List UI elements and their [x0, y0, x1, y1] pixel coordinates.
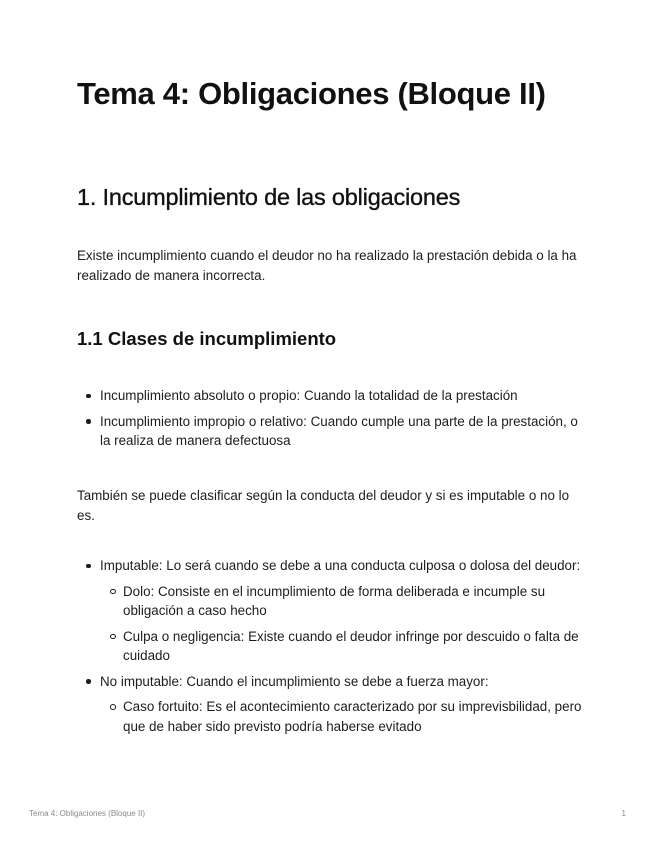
- list-item-imputable: [77, 556, 582, 666]
- footer-page-number: 1: [621, 809, 626, 818]
- footer-document-title: Tema 4: Obligaciones (Bloque II): [29, 809, 146, 818]
- document-title: Tema 4: Obligaciones (Bloque II): [77, 76, 546, 111]
- subsection-heading: 1.1 Clases de incumplimiento: [77, 328, 337, 349]
- imputable-label: Imputable: Lo será cuando se debe a una conducta culposa o dolosa del deudor:: [100, 558, 581, 573]
- section-heading: 1. Incumplimiento de las obligaciones: [77, 184, 461, 210]
- sublist-item: Caso fortuito: Es el acontecimiento caracterizado por su imprevisbilidad, pero que de haber sido previsto podría haberse evitado: [100, 697, 582, 736]
- list-item: Incumplimiento absoluto o propio: Cuando la totalidad de la prestación: [77, 386, 582, 406]
- imputability-list: [77, 556, 582, 736]
- imputable-sublist: [100, 582, 582, 666]
- sublist-item: Culpa o negligencia: Existe cuando el deudor infringe por descuido o falta de cuidado: [100, 627, 582, 666]
- incumplimiento-classes-list: [77, 386, 582, 451]
- section-intro-paragraph: Existe incumplimiento cuando el deudor no ha realizado la prestación debida o la ha realizado de manera incorrecta.: [77, 248, 577, 283]
- list-item-no-imputable: [77, 672, 582, 737]
- no-imputable-sublist: [100, 697, 582, 736]
- list-item: Incumplimiento impropio o relativo: Cuando cumple una parte de la prestación, o la realiza de manera defectuosa: [77, 412, 582, 451]
- sublist-item: Dolo: Consiste en el incumplimiento de forma deliberada e incumple su obligación a caso hecho: [100, 582, 582, 621]
- classification-paragraph: También se puede clasificar según la conducta del deudor y si es imputable o no lo es.: [77, 488, 570, 523]
- no-imputable-label: No imputable: Cuando el incumplimiento se debe a fuerza mayor:: [100, 673, 489, 689]
